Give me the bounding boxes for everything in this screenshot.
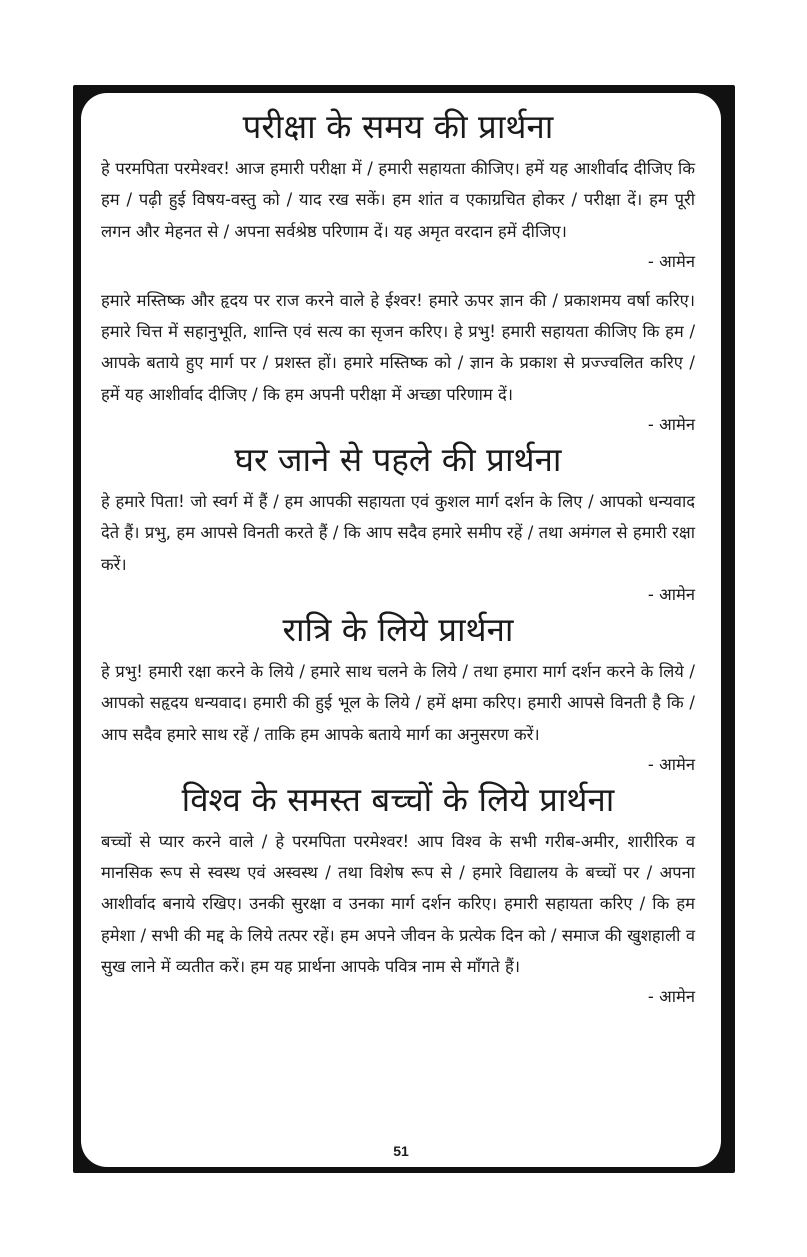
prayer-paragraph: हे हमारे पिता! जो स्वर्ग में हैं / हम आपकी सहायता एवं कुशल मार्ग दर्शन के लिए / आपको धन्यवाद देते हैं। प्रभु, हम आपसे विनती करते हैं / कि आप सदैव हमारे समीप रहें / तथा अमंगल से हमारी रक्षा करें।: [101, 492, 695, 574]
section-title: घर जाने से पहले की प्रार्थना: [234, 440, 562, 480]
page-number: 51: [393, 1143, 409, 1159]
page-content: [81, 93, 721, 1167]
prayer-paragraph: हे परमपिता परमेश्‍वर! आज हमारी परीक्षा में / हमारी सहायता कीजिए। हमें यह आशीर्वाद दीजिए कि हम / पढ़ी हुई विषय-वस्तु को / याद रख सकें। हम शांत व एकाग्रचित होकर / परीक्षा दें। हम पूरी लगन और मेहनत से / अपना सर्वश्रेष्ठ परिणाम दें। यह अमृत वरदान हमें दीजिए।: [101, 159, 695, 241]
section-world-children-prayer: [101, 778, 695, 1010]
amen-signoff: - आमेन: [647, 415, 695, 435]
prayer-paragraph: हे प्रभु! हमारी रक्षा करने के लिये / हमारे साथ चलने के लिये / तथा हमारा मार्ग दर्शन करने के लिये / आपको सहृदय धन्यवाद। हमारी की हुई भूल के लिये / हमें क्षमा करिए। हमारी आपसे विनती है कि / आप सदैव हमारे साथ रहें / ताकि हम आपके बताये मार्ग का अनुसरण करें।: [101, 661, 695, 744]
section-title: रात्रि के लिये प्रार्थना: [282, 609, 514, 649]
prayer-paragraph: हमारे मस्तिष्क और हृदय पर राज करने वाले हे ईश्‍वर! हमारे ऊपर ज्ञान की / प्रकाशमय वर्षा करिए। हमारे चित्त में सहानुभूति, शान्ति एवं सत्य का सृजन करिए। हे प्रभु! हमारी सहायता कीजिए कि हम / आपके बताये हुए मार्ग पर / प्रशस्त हों। हमारे मस्तिष्क को / ज्ञान के प्रकाश से प्रज्ज्वलित करिए / हमें यह आशीर्वाद दीजिए / कि हम अपनी परीक्षा में अच्छा परिणाम दें।: [101, 290, 695, 404]
section-exam-prayer: [101, 105, 695, 438]
amen-signoff: - आमेन: [647, 987, 695, 1007]
section-title: परीक्षा के समय की प्रार्थना: [242, 107, 554, 146]
amen-signoff: - आमेन: [647, 754, 695, 774]
amen-signoff: - आमेन: [647, 251, 695, 271]
section-title: विश्‍व के समस्त बच्चों के लिये प्रार्थना: [181, 779, 615, 819]
amen-signoff: - आमेन: [647, 584, 695, 604]
section-before-going-home-prayer: [101, 438, 695, 608]
section-night-prayer: [101, 608, 695, 778]
prayer-paragraph: बच्चों से प्यार करने वाले / हे परमपिता परमेश्‍वर! आप विश्‍व के सभी गरीब-अमीर, शारीरिक व मानसिक रूप से स्वस्थ एवं अस्वस्थ / तथा विशेष रूप से / हमारे विद्यालय के बच्चों पर / अपना आशीर्वाद बनाये रखिए। उनकी सुरक्षा व उनका मार्ग दर्शन करिए। हमारी सहायता करिए / कि हम हमेशा / सभी की मद्द के लिये तत्पर रहें। हम अपने जीवन के प्रत्येक दिन को / समाज की खुशहाली व सुख लाने में व्यतीत करें। हम यह प्रार्थना आपके पवित्र नाम से माँगते हैं।: [101, 831, 695, 977]
page-border: [73, 85, 735, 1173]
